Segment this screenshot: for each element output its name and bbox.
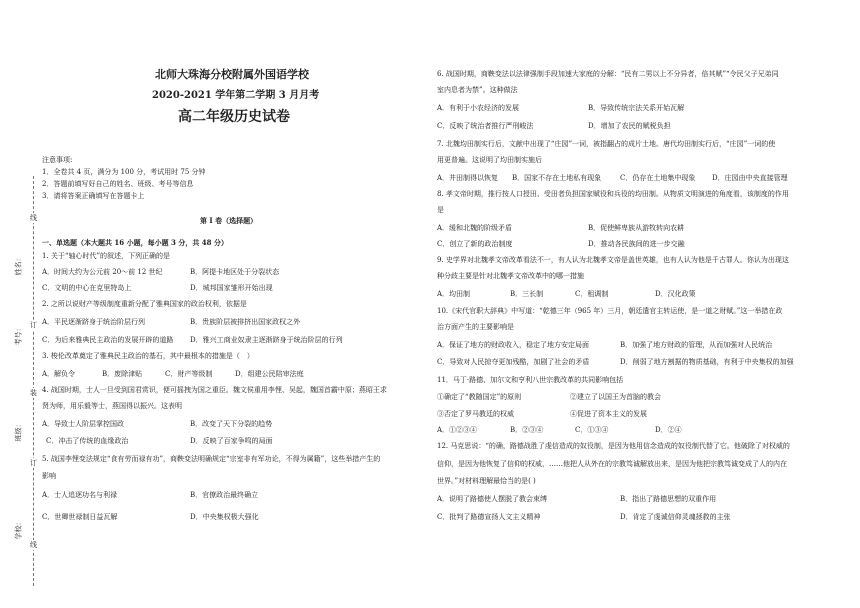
option-d: D．雅兴工商业奴隶主逐渐跻身于统治阶层的行列 [190,336,343,344]
question-text-cont: 治方面产生的主要影响是 [437,323,514,331]
notes-title: 注意事项: [42,156,73,164]
option-d: D．肯定了虔诚信仰灵魂拯救的主张 [620,513,731,521]
option-c: C．为后来雅典民主政治的发展开辟的道路 [42,336,174,344]
option-b: B．加强了地方财政的管理，从而加强对人民统治 [620,341,773,349]
option-d: D．汉化政策 [655,290,696,298]
question-text-cont: 世界。”对材料理解最恰当的是( ) [437,477,536,485]
option-b: B．三长制 [510,290,544,298]
option-a: A．有利于小农经济的发展 [437,104,520,112]
option-d: D．中央集权极大强化 [190,513,259,521]
question-text: 12. 马克思说：“的确，路德战胜了虔信造成的奴役制，是因为他用信念造成的奴役制代替了它。他破除了对权威的 [437,442,790,450]
question-text: 7. 北魏均田制实行后，文献中出现了“庄园”一词，被指翻占的成片土地。唐代均田制实行后，“庄园”一词的使 [437,140,776,148]
option-a: A．时间大约为公元前 20～前 12 世纪 [42,268,163,276]
question-text: 4. 战国时期，士人一旦受到国君赏识，便可摇拽为国之重臣。魏文侯重用李悝、吴起，魏国首霸中原；燕昭王求 [42,386,387,394]
option-d: D．推动各民族间的进一步交融 [588,240,685,248]
option-c: C．导致对人民掠夺更加残酷，加剧了社会的矛盾 [437,358,590,366]
option-b: B．废除津贴 [102,370,143,378]
school-name: 北师大珠海分校附属外国语学校 [155,68,309,81]
option-b: B．国家不存在土地私有现象 [512,174,602,182]
option-b: B．官僚政治最终确立 [190,491,259,499]
question-text-cont: 影响 [42,472,56,480]
option-b: B．②③④ [510,426,544,434]
option-c: C．租调制 [575,290,609,298]
question-text: 3. 梭伦改革奠定了雅典民主政治的基石，其中最根本的措施是（ ） [42,352,254,360]
question-text-cont: 贤为师，用乐毅等士，燕国得以振兴。这表明 [42,402,182,410]
option-b: B．指出了路德思想的双重作用 [620,495,717,503]
option-c: C．文明的中心在克里特岛上 [42,284,132,292]
option-a: A．说明了路德使人摆脱了教会束缚 [437,495,548,503]
question-text: 10.《宋代官职大辞典》中写道：“乾德三年（965 年）三月，朝廷遣官主转运使，是一道之财赋。”这一举措在政 [437,307,783,315]
seal-text-4: 订 [30,459,37,467]
question-text: 8. 孝文帝时期，推行按人口授田、受田者负担国家赋役和兵役的均田制。从物质文明演进的角度看，该制度的作用 [437,190,789,198]
statement-2: ②建立了以国王为首脑的教会 [570,393,661,401]
option-b: B．贵族阶层被排挤出国家政权之外 [190,318,301,326]
option-b: B．阿提卡地区处于分裂状态 [190,268,280,276]
note-item: 1．全卷共 4 页，满分为 100 分，考试用时 75 分钟 [42,168,206,176]
seal-text-3: 装 [30,389,37,397]
question-text-cont: 信仰，是因为他恢复了信仰的权威，……他把人从外在的宗教笃诚解放出来，是因为他把宗教笃诚变成了人的内在 [437,460,787,468]
question-text-cont: 用更普遍。这说明了均田制实施后 [437,156,542,164]
option-c: C．冲击了传统的血缘政治 [46,437,129,445]
name-field-label: 姓名： [14,254,23,276]
term-title: 2020-2021 学年第二学期 3 月月考 [152,90,320,101]
option-c: C．①③④ [575,426,609,434]
class-field-label: 班级： [14,420,23,442]
binding-line [33,176,34,586]
option-a: A．解负令 [42,370,76,378]
option-c: C．反映了统治者推行严刑峻法 [437,122,534,130]
option-a: A．保证了地方的财政收入，稳定了地方安定局面 [437,341,590,349]
seal-text-1: 线 [30,214,37,222]
question-text: 9. 史学界对北魏孝文帝改革看法不一，有人认为北魏孝文帝是盖世英雄，也有人认为他是千古罪人。你认为出现这 [437,256,789,264]
question-text: 1. 关于“轴心时代”的叙述，下列正确的是 [42,252,171,260]
option-a: A．均田制 [437,290,471,298]
note-item: 3．请将答案正确填写在答题卡上 [42,192,145,200]
statement-4: ④促进了资本主义的发展 [570,410,647,418]
option-b: B．改变了天下分裂的趋势 [190,420,273,428]
option-b: B．导致传统宗法关系开始瓦解 [588,104,685,112]
option-b: B．促使鲜卑族从游牧转向农耕 [588,224,685,232]
question-text-cont: 室内息者为禁”。这种做法 [437,86,518,94]
option-a: A．士人追逐功名与利禄 [42,491,118,499]
option-d: D．②④ [655,426,682,434]
option-a: A．缓和北魏的阶级矛盾 [437,224,513,232]
option-d: D．削弱了地方割据的物质基础，有利于中央集权的加强 [620,358,794,366]
option-c: C．世卿世禄制日益瓦解 [42,513,118,521]
number-field-label: 考号： [14,324,23,346]
school-field-label: 学校： [14,518,23,540]
note-item: 2．答题前填写好自己的姓名、班级、考号等信息 [42,180,194,188]
question-text: 6. 战国时期，商鞅变法以法律强制手段加速大家庭的分解：“民有二男以上不分异者，倍其赋”“令民父子兄弟同 [437,70,779,78]
question-text-cont: 是 [437,206,444,214]
option-c: C．批判了路德宣扬人文主义精神 [437,513,541,521]
seal-text-2: 订 [30,321,37,329]
option-c: C．仍存在土地集中现象 [620,174,696,182]
option-c: C．财产等级制 [165,370,213,378]
volume-title: 第 I 卷（选择题） [200,216,258,225]
question-text: 2. 之所以说财产等级制度重新分配了雅典国家的政治权利，依据是 [42,300,247,308]
statement-3: ③否定了罗马教廷的权威 [437,410,514,418]
option-a: A．井田制得以恢复 [437,174,499,182]
option-a: A．导致士人阶层掌控国政 [42,420,125,428]
option-d: D．增加了农民的赋税负担 [588,122,671,130]
question-text-cont: 种分歧主要是针对北魏孝文帝改革中的哪一措施 [437,272,584,280]
statement-1: ①确定了“教随国定”的原则 [437,393,522,401]
option-a: A．①②③④ [437,426,478,434]
exam-title: 高二年级历史试卷 [178,109,290,125]
option-c: C．创立了新的政治制度 [437,240,513,248]
option-d: D．组建公民陪审法庭 [235,370,304,378]
section-title: 一、单选题（本大题共 16 小题，每小题 3 分，共 48 分） [42,238,228,247]
option-d: D．反映了百家争鸣的局面 [190,437,273,445]
seal-text-5: 线 [30,541,37,549]
option-d: D．城邦国家雏形开始出现 [190,284,273,292]
option-d: D．庄园由中央直接管理 [712,174,788,182]
question-text: 5. 战国李悝变法规定“食有劳而禄有功”，商鞅变法明确规定“宗室非有军功论，不得为属籍”，这些举措产生的 [42,455,381,463]
option-a: A．平民逐渐跻身于统治阶层行列 [42,318,146,326]
question-text: 11．马丁·路德、加尔文和亨利八世宗教改革的共同影响包括 [437,376,624,384]
